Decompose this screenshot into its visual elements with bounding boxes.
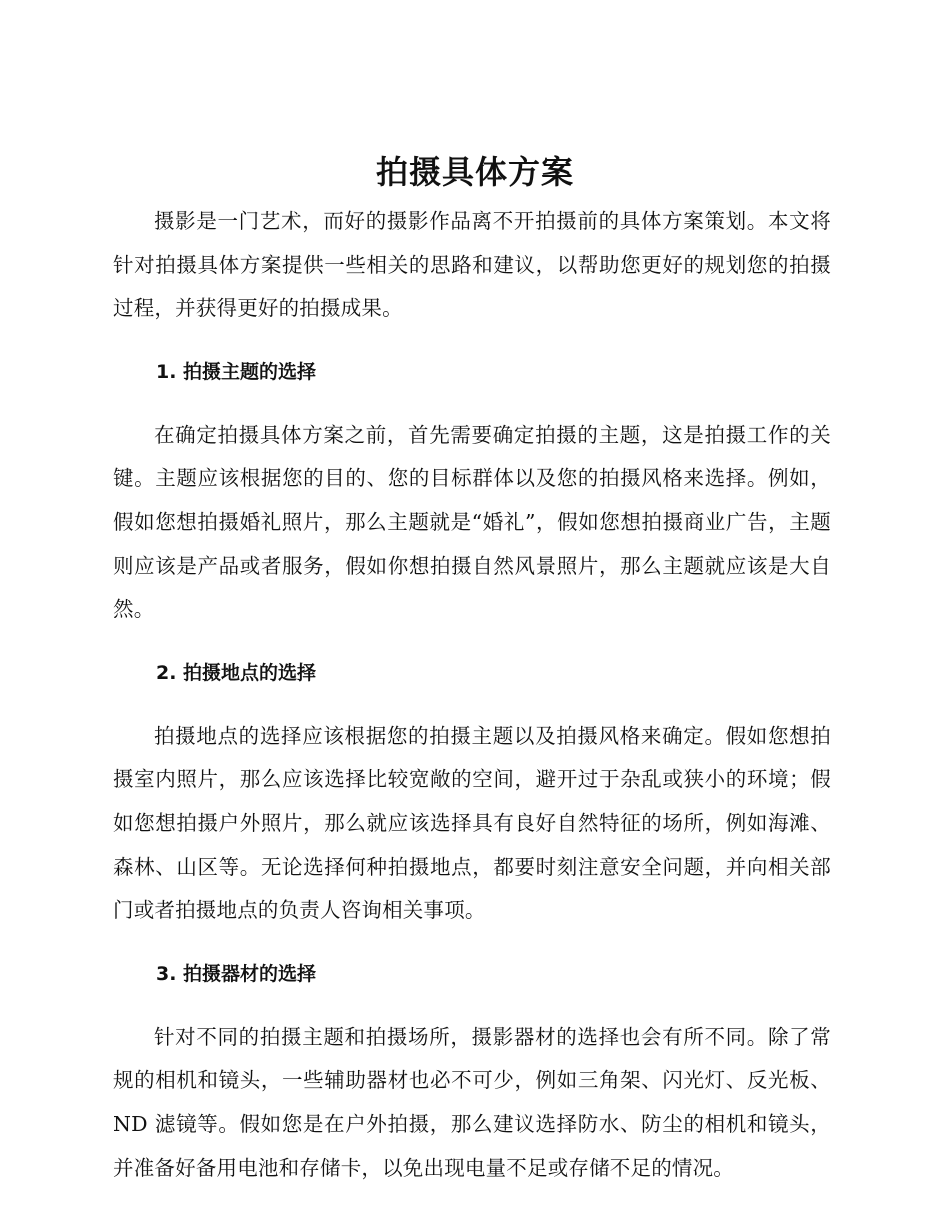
section-heading-equipment: 3. 拍摄器材的选择 — [156, 962, 317, 985]
section-paragraph-location: 拍摄地点的选择应该根据您的拍摄主题以及拍摄风格来确定。假如您想拍摄室内照片，那么应该选择比较宽敞的空间，避开过于杂乱或狭小的环境；假如您想拍摄户外照片，那么就应该选择具有良好自然特征的场所，例如海滩、森林、山区等。无论选择何种拍摄地点，都要时刻注意安全问题，并向相关部门或者拍摄地点的负责人咨询相关事项。 — [113, 723, 831, 923]
document-title: 拍摄具体方案 — [375, 153, 574, 191]
document-body — [113, 200, 831, 1190]
section-paragraph-subject: 在确定拍摄具体方案之前，首先需要确定拍摄的主题，这是拍摄工作的关键。主题应该根据您的目的、您的目标群体以及您的拍摄风格来选择。例如，假如您想拍摄婚礼照片，那么主题就是“婚礼”，假如您想拍摄商业广告，主题则应该是产品或者服务，假如你想拍摄自然风景照片，那么主题就应该是大自然。 — [113, 422, 831, 622]
section-paragraph-equipment: 针对不同的拍摄主题和拍摄场所，摄影器材的选择也会有所不同。除了常规的相机和镜头，一些辅助器材也必不可少，例如三角架、闪光灯、反光板、ND 滤镜等。假如您是在户外拍摄，那么建议选择防水、防尘的相机和镜头，并准备好备用电池和存储卡，以免出现电量不足或存储不足的情况。 — [113, 1024, 831, 1180]
section-heading-subject: 1. 拍摄主题的选择 — [156, 360, 317, 383]
section-heading-location: 2. 拍摄地点的选择 — [156, 661, 317, 684]
intro-paragraph: 摄影是一门艺术，而好的摄影作品离不开拍摄前的具体方案策划。本文将针对拍摄具体方案提供一些相关的思路和建议，以帮助您更好的规划您的拍摄过程，并获得更好的拍摄成果。 — [113, 209, 831, 321]
